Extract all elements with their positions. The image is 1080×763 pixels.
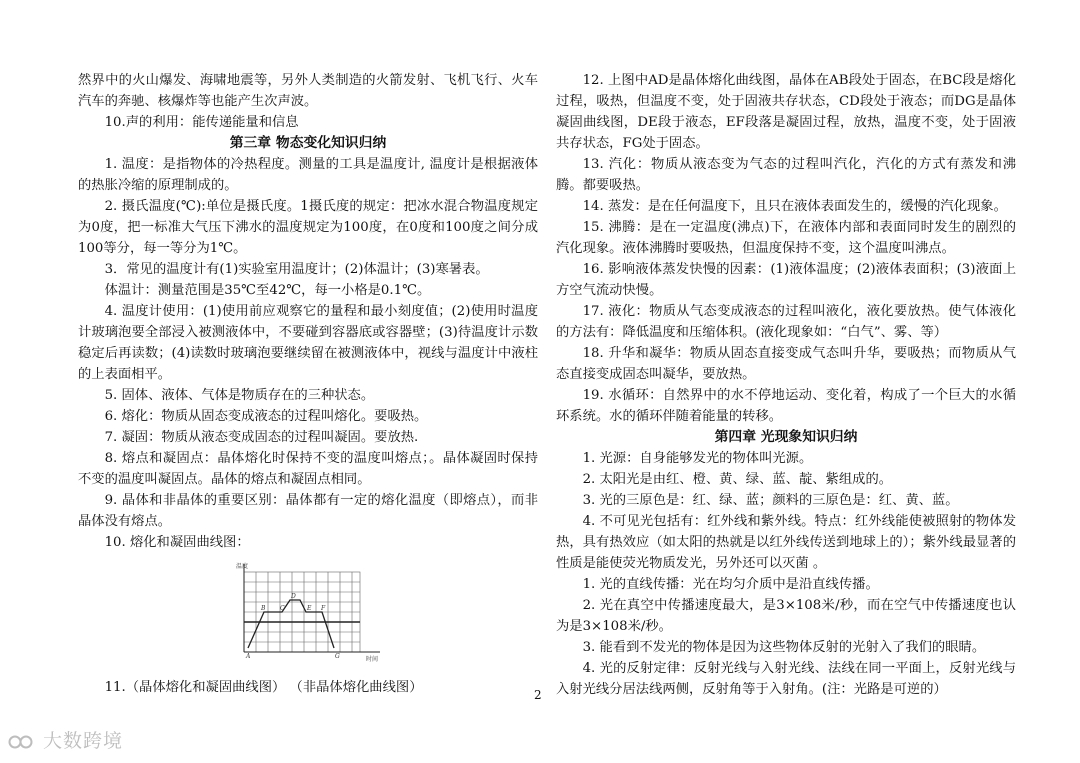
chapter3-item: 18. 升华和凝华：物质从固态直接变成气态叫升华，要吸热；而物质从气态直接变成固态叫凝华，要放热。 [556, 346, 1016, 382]
page-number: 2 [534, 688, 542, 702]
chapter3-item: 3．常见的温度计有(1)实验室用温度计；(2)体温计；(3)寒暑表。 [104, 262, 489, 277]
chapter4-item: 2. 太阳光是由红、橙、黄、绿、蓝、靛、紫组成的。 [582, 472, 893, 487]
figure-caption: 11.（晶体熔化和凝固曲线图） （非晶体熔化曲线图） [104, 680, 423, 695]
chapter3-item: 16. 影响液体蒸发快慢的因素：(1)液体温度；(2)液体表面积；(3)液面上方空气流动快慢。 [556, 262, 1016, 298]
melting-curve-figure [234, 560, 384, 664]
watermark-logo-icon [8, 732, 34, 752]
curve-letter: B [261, 605, 266, 612]
y-axis-label: 温度 [236, 563, 249, 570]
chapter3-item: 1. 温度：是指物体的冷热程度。测量的工具是温度计, 温度计是根据液体的热胀冷缩的原理制成的。 [78, 157, 538, 193]
paragraph-sound-use: 10.声的利用：能传递能量和信息 [104, 115, 299, 130]
chapter4-item: 4. 光的反射定律：反射光线与入射光线、法线在同一平面上，反射光线与入射光线分居法线两侧，反射角等于入射角。(注：光路是可逆的） [556, 661, 1016, 697]
chapter4-item: 1. 光的直线传播：光在均匀介质中是沿直线传播。 [582, 577, 879, 592]
chapter3-item: 12. 上图中AD是晶体熔化曲线图，晶体在AB段处于固态，在BC段是熔化过程，吸热，但温度不变，处于固液共存状态，CD段处于液态；而DG是晶体凝固曲线图，DE段于液态，EF段落是凝固过程，放热，温度不变，处于固液共存状态，FG处于固态。 [556, 73, 1016, 151]
curve-letter: F [321, 605, 326, 612]
chapter3-item: 5. 固体、液体、气体是物质存在的三种状态。 [104, 388, 375, 403]
chapter3-item: 9. 晶体和非晶体的重要区别：晶体都有一定的熔化温度（即熔点），而非晶体没有熔点。 [78, 493, 538, 529]
curve-letter: G [335, 653, 340, 660]
curve-letter: C [280, 605, 285, 612]
chapter3-item: 8. 熔点和凝固点：晶体熔化时保持不变的温度叫熔点；。晶体凝固时保持不变的温度叫凝固点。晶体的熔点和凝固点相同。 [78, 451, 538, 487]
chapter4-item: 4. 不可见光包括有：红外线和紫外线。特点：红外线能使被照射的物体发热，具有热效应（如太阳的热就是以红外线传送到地球上的）；紫外线最显著的性质是能使荧光物质发光，另外还可以灭菌 。 [556, 514, 1016, 571]
chapter3-item: 6. 熔化：物质从固态变成液态的过程叫熔化。要吸热。 [104, 409, 428, 424]
chapter3-item: 17. 液化：物质从气态变成液态的过程叫液化，液化要放热。使气体液化的方法有：降低温度和压缩体积。(液化现象如：“白气”、雾、等） [556, 304, 1016, 340]
curve-letter: E [307, 605, 312, 612]
chapter3-item: 15. 沸腾：是在一定温度(沸点)下，在液体内部和表面同时发生的剧烈的汽化现象。液体沸腾时要吸热，但温度保持不变，这个温度叫沸点。 [556, 220, 1016, 256]
paragraph-infrasound-sources: 然界中的火山爆发、海啸地震等，另外人类制造的火箭发射、飞机飞行、火车汽车的奔驰、核爆炸等也能产生次声波。 [78, 73, 538, 109]
chapter3-item: 13. 汽化：物质从液态变为气态的过程叫汽化，汽化的方式有蒸发和沸腾。都要吸热。 [556, 157, 1016, 193]
chapter4-title: 第四章 光现象知识归纳 [714, 429, 858, 445]
figure-grid [244, 572, 360, 652]
chapter3-title: 第三章 物态变化知识归纳 [229, 135, 387, 151]
chapter4-item: 3. 能看到不发光的物体是因为这些物体反射的光射入了我们的眼睛。 [582, 640, 986, 655]
chapter4-item: 1. 光源：自身能够发光的物体叫光源。 [582, 451, 813, 466]
curve-letter: D [291, 593, 296, 600]
chapter3-item: 10. 熔化和凝固曲线图： [104, 535, 250, 550]
curve-letter: A [246, 653, 251, 660]
chapter3-item: 体温计：测量范围是35℃至42℃，每一小格是0.1℃。 [104, 283, 431, 298]
chapter3-item: 2. 摄氏温度(℃):单位是摄氏度。1摄氏度的规定：把冰水混合物温度规定为0度，把一标准大气压下沸水的温度规定为100度，在0度和100度之间分成100等分，每一等分为1℃。 [78, 199, 538, 256]
chapter4-item: 2. 光在真空中传播速度最大，是3×108米/秒，而在空气中传播速度也认为是3×108米/秒。 [556, 598, 1016, 634]
left-column [78, 70, 538, 698]
chapter4-item: 3. 光的三原色是：红、绿、蓝；颜料的三原色是：红、黄、蓝。 [582, 493, 959, 508]
chapter3-item: 19. 水循环：自然界中的水不停地运动、变化着，构成了一个巨大的水循环系统。水的循环伴随着能量的转移。 [556, 388, 1016, 424]
x-axis-label: 时间 [366, 656, 379, 663]
right-column [556, 70, 1016, 700]
watermark [8, 726, 123, 753]
chapter3-item: 4. 温度计使用：(1)使用前应观察它的量程和最小刻度值；(2)使用时温度计玻璃泡要全部浸入被测液体中，不要碰到容器底或容器壁；(3)待温度计示数稳定后再读数；(4)读数时玻璃泡要继续留在被测液体中，视线与温度计中液柱的上表面相平。 [78, 304, 538, 382]
chapter3-item: 14. 蒸发：是在任何温度下，且只在液体表面发生的，缓慢的汽化现象。 [582, 199, 1007, 214]
chapter3-item: 7. 凝固：物质从液态变成固态的过程叫凝固。要放热. [104, 430, 419, 445]
watermark-text: 大数跨境 [43, 730, 124, 752]
